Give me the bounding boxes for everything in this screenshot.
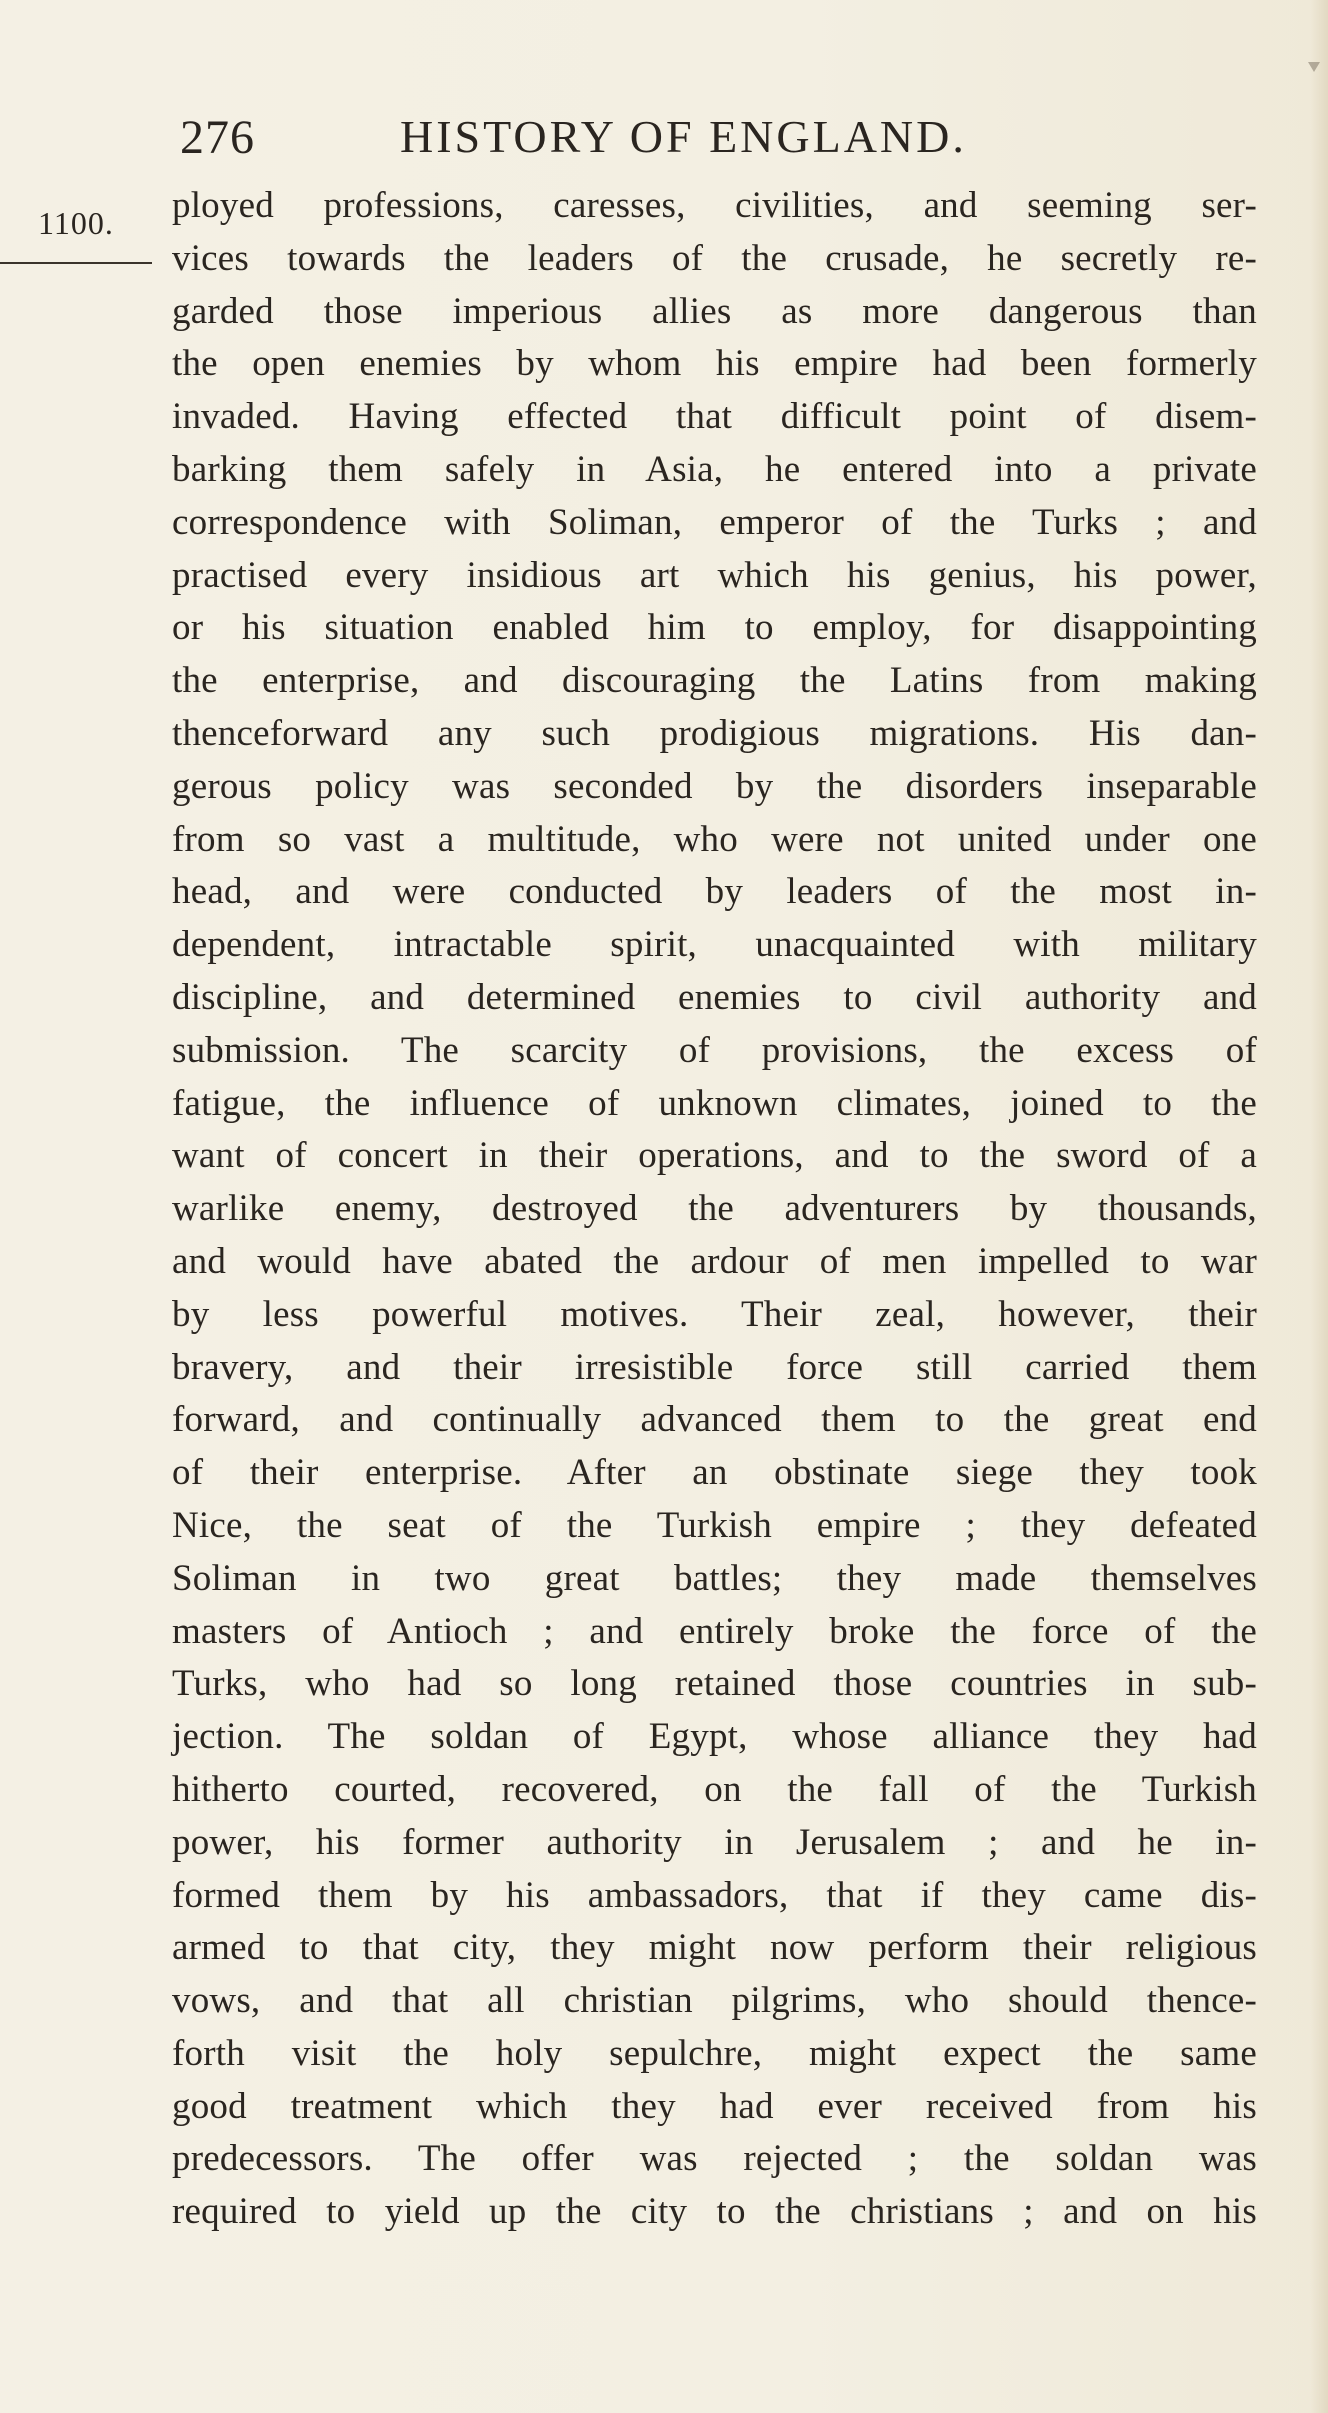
text-line: Turks, who had so long retained those countries in sub- [172,1663,1257,1705]
text-line: warlike enemy, destroyed the adventurers by thousands, [172,1188,1257,1230]
text-line: thenceforward any such prodigious migrations. His dan- [172,712,1257,754]
text-line: jection. The soldan of Egypt, whose alliance they had [172,1716,1257,1758]
text-line: want of concert in their operations, and to the sword of a [172,1135,1257,1177]
text-line: Nice, the seat of the Turkish empire ; they defeated [172,1504,1257,1546]
text-line: invaded. Having effected that difficult point of disem- [172,396,1257,438]
text-line: of their enterprise. After an obstinate siege they took [172,1452,1257,1494]
text-line: barking them safely in Asia, he entered into a private [172,448,1257,490]
text-line: predecessors. The offer was rejected ; the soldan was [172,2138,1257,2180]
text-line: practised every insidious art which his genius, his power, [172,554,1257,596]
text-line: masters of Antioch ; and entirely broke the force of the [172,1610,1257,1652]
text-line: fatigue, the influence of unknown climates, joined to the [172,1082,1257,1124]
page-header [180,110,1000,170]
text-line: from so vast a multitude, who were not united under one [172,818,1257,860]
text-line: armed to that city, they might now perform their religious [172,1927,1257,1969]
page-edge-shadow [1310,0,1328,2413]
page-number: 276 [180,111,255,164]
text-line: ployed professions, caresses, civilities, and seeming ser- [172,185,1257,226]
text-line: the open enemies by whom his empire had been formerly [172,343,1257,385]
text-line: correspondence with Soliman, emperor of the Turks ; and [172,501,1257,543]
running-title: HISTORY OF ENGLAND. [400,111,967,162]
text-line: formed them by his ambassadors, that if they came dis- [172,1874,1257,1916]
text-line: hitherto courted, recovered, on the fall of the Turkish [172,1768,1257,1810]
text-line: forth visit the holy sepulchre, might expect the same [172,2032,1257,2074]
text-line: good treatment which they had ever received from his [172,2085,1257,2127]
text-line: vices towards the leaders of the crusade, he secretly re- [172,237,1257,279]
text-line: by less powerful motives. Their zeal, however, their [172,1293,1257,1335]
text-line: Soliman in two great battles; they made themselves [172,1557,1257,1599]
text-line: gerous policy was seconded by the disorders inseparable [172,765,1257,807]
text-line: vows, and that all christian pilgrims, who should thence- [172,1980,1257,2022]
text-line: the enterprise, and discouraging the Latins from making [172,660,1257,702]
text-line: or his situation enabled him to employ, for disappointing [172,607,1257,649]
text-line: forward, and continually advanced them to the great end [172,1399,1257,1441]
text-line: and would have abated the ardour of men impelled to war [172,1240,1257,1282]
text-line: required to yield up the city to the christians ; and on his [172,2191,1257,2233]
text-line: power, his former authority in Jerusalem ; and he in- [172,1821,1257,1863]
body-text [172,180,1257,2239]
text-line: bravery, and their irresistible force still carried them [172,1346,1257,1388]
margin-rule [0,262,152,264]
text-line: submission. The scarcity of provisions, the excess of [172,1029,1257,1071]
corner-mark-icon [1308,62,1320,72]
text-line: dependent, intractable spirit, unacquainted with military [172,924,1257,966]
text-line: discipline, and determined enemies to civil authority and [172,976,1257,1018]
text-line: head, and were conducted by leaders of the most in- [172,871,1257,913]
text-line: garded those imperious allies as more dangerous than [172,290,1257,332]
margin-year: 1100. [38,205,114,241]
